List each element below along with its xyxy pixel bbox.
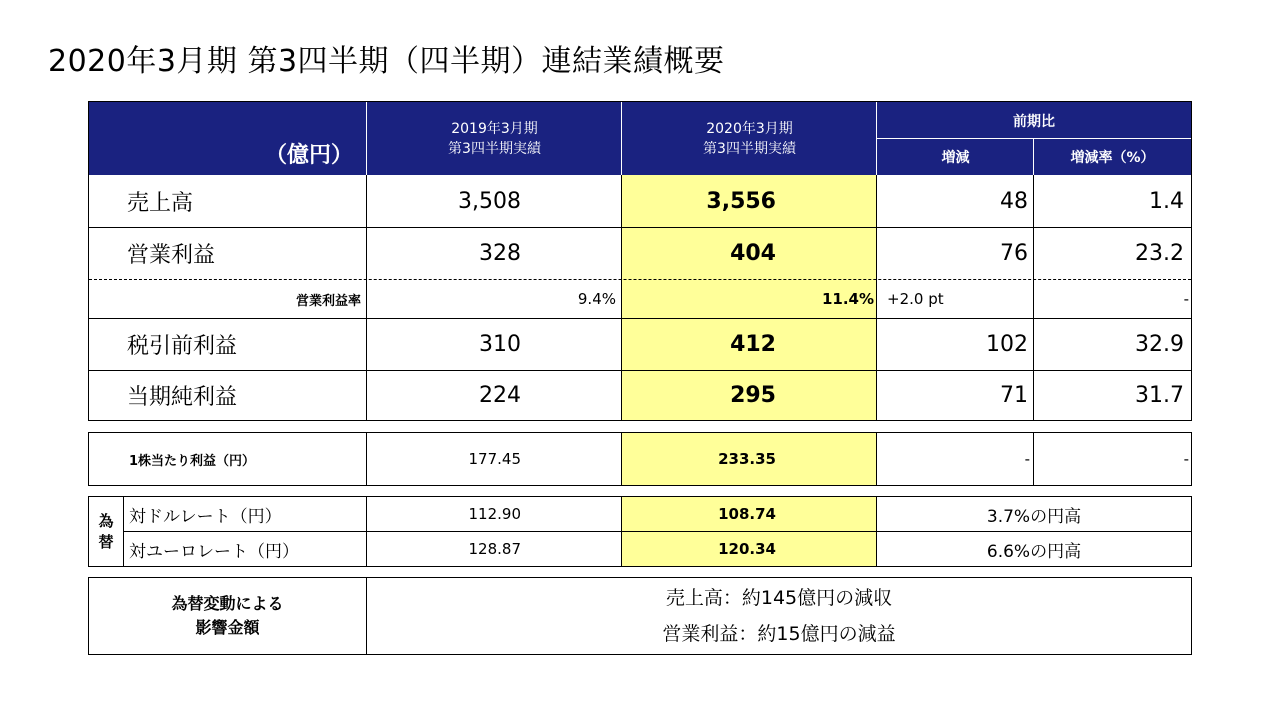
fx-side-label (89, 497, 123, 566)
row-label-net-income: 当期純利益 (127, 385, 238, 410)
eps-label: 1株当たり利益（円） (129, 453, 256, 469)
fx-usd-label: 対ドルレート（円） (129, 506, 282, 527)
curr-year-header-line1: 2020年3月期 (706, 120, 793, 137)
change-header-label: 増減 (941, 150, 970, 166)
sales-diff: 48 (1000, 188, 1028, 214)
eps-rate: - (1183, 450, 1189, 468)
operating-margin-diff: +2.0 pt (887, 290, 944, 308)
fx-table (88, 496, 1192, 567)
sales-prev: 3,508 (458, 188, 521, 214)
prev-year-header (367, 102, 622, 175)
row-label-operating-income: 営業利益 (127, 243, 216, 268)
unit-header (89, 102, 367, 175)
sales-curr: 3,556 (706, 188, 776, 214)
operating-income-prev: 328 (479, 241, 521, 266)
eps-curr: 233.35 (718, 450, 776, 468)
sales-rate: 1.4 (1149, 188, 1184, 214)
prev-year-header-line1: 2019年3月期 (451, 120, 538, 137)
operating-income-diff: 76 (1000, 241, 1028, 266)
fx-usd-prev: 112.90 (468, 505, 521, 523)
page-title: 2020年3月期 第3四半期（四半期）連結業績概要 (48, 44, 725, 79)
fx-impact-label-line1: 為替変動による (171, 594, 284, 613)
fx-eur-curr: 120.34 (718, 540, 776, 558)
eps-prev: 177.45 (468, 450, 521, 468)
fx-impact-operating-income: 営業利益：約15億円の減益 (662, 623, 896, 645)
operating-margin-prev: 9.4% (577, 290, 616, 308)
operating-margin-curr: 11.4% (821, 290, 874, 308)
results-table (88, 101, 1192, 421)
unit-label: （億円） (264, 143, 353, 168)
fx-impact-table (88, 577, 1192, 655)
row-label-pretax-income: 税引前利益 (127, 334, 238, 359)
fx-impact-details (367, 578, 1191, 654)
curr-year-header (622, 102, 877, 175)
pretax-income-diff: 102 (986, 332, 1028, 357)
fx-eur-note: 6.6%の円高 (986, 541, 1082, 562)
net-income-rate: 31.7 (1135, 383, 1184, 408)
net-income-curr: 295 (730, 383, 776, 408)
change-rate-header-label: 増減率（%） (1070, 150, 1155, 166)
fx-impact-label-line2: 影響金額 (195, 618, 260, 637)
operating-income-curr: 404 (730, 241, 776, 266)
prev-year-header-line2: 第3四半期実績 (448, 140, 541, 157)
fx-side-bottom: 替 (98, 532, 114, 551)
eps-table (88, 432, 1192, 486)
pretax-income-rate: 32.9 (1135, 332, 1184, 357)
row-label-sales: 売上高 (127, 190, 194, 216)
comparison-header-label: 前期比 (1013, 113, 1055, 130)
operating-income-rate: 23.2 (1135, 241, 1184, 266)
comparison-header (877, 102, 1191, 139)
fx-impact-label (89, 578, 366, 654)
fx-side-top: 為 (98, 511, 114, 530)
fx-usd-note: 3.7%の円高 (986, 506, 1082, 527)
fx-eur-label: 対ユーロレート（円） (129, 541, 299, 562)
change-header (877, 139, 1034, 175)
curr-year-header-line2: 第3四半期実績 (703, 140, 796, 157)
fx-impact-sales: 売上高：約145億円の減収 (665, 587, 893, 609)
fx-eur-prev: 128.87 (468, 540, 521, 558)
eps-diff: - (1024, 450, 1030, 468)
net-income-prev: 224 (479, 383, 521, 408)
operating-margin-rate: - (1183, 290, 1189, 308)
row-label-operating-margin: 営業利益率 (295, 293, 361, 309)
net-income-diff: 71 (1000, 383, 1028, 408)
fx-usd-curr: 108.74 (718, 505, 776, 523)
change-rate-header (1034, 139, 1191, 175)
pretax-income-curr: 412 (730, 332, 776, 357)
pretax-income-prev: 310 (479, 332, 521, 357)
